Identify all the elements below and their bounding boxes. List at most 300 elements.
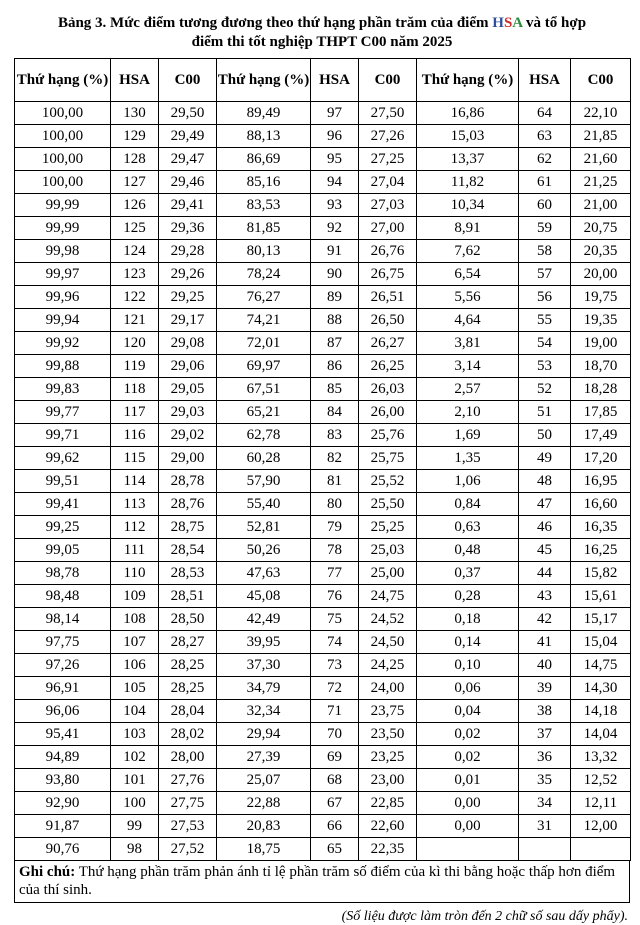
- table-row: [15, 240, 631, 263]
- table-cell: 3,14: [417, 355, 519, 378]
- table-cell: 81: [311, 470, 359, 493]
- table-cell: 93: [311, 194, 359, 217]
- table-cell: 129: [111, 125, 159, 148]
- table-cell: 54: [519, 332, 571, 355]
- table-cell: 92,90: [15, 792, 111, 815]
- table-cell: 85: [311, 378, 359, 401]
- table-cell: 19,75: [571, 286, 631, 309]
- table-cell: 24,75: [359, 585, 417, 608]
- table-row: [15, 700, 631, 723]
- table-cell: 65,21: [217, 401, 311, 424]
- table-cell: 24,52: [359, 608, 417, 631]
- table-cell: 0,00: [417, 815, 519, 838]
- table-cell: 22,85: [359, 792, 417, 815]
- table-cell: 0,06: [417, 677, 519, 700]
- table-cell: 78: [311, 539, 359, 562]
- table-cell: 28,53: [159, 562, 217, 585]
- table-cell: 128: [111, 148, 159, 171]
- table-cell: 99,97: [15, 263, 111, 286]
- table-cell: 19,35: [571, 309, 631, 332]
- table-cell: 34: [519, 792, 571, 815]
- table-cell: 25,00: [359, 562, 417, 585]
- table-cell: 25,52: [359, 470, 417, 493]
- table-cell: 21,00: [571, 194, 631, 217]
- table-cell: 56: [519, 286, 571, 309]
- table-cell: 14,30: [571, 677, 631, 700]
- table-cell: 84: [311, 401, 359, 424]
- table-cell: 101: [111, 769, 159, 792]
- table-row: [15, 769, 631, 792]
- table-cell: 96: [311, 125, 359, 148]
- table-cell: 80,13: [217, 240, 311, 263]
- table-cell: 106: [111, 654, 159, 677]
- table-cell: 5,56: [417, 286, 519, 309]
- table-cell: 83,53: [217, 194, 311, 217]
- column-header: Thứ hạng (%): [217, 59, 311, 102]
- table-cell: 70: [311, 723, 359, 746]
- table-cell: 26,03: [359, 378, 417, 401]
- table-cell: 99: [111, 815, 159, 838]
- table-cell: 37: [519, 723, 571, 746]
- table-row: [15, 539, 631, 562]
- table-cell: [519, 838, 571, 861]
- table-cell: 40: [519, 654, 571, 677]
- table-cell: 29,36: [159, 217, 217, 240]
- table-row: [15, 217, 631, 240]
- table-cell: 0,02: [417, 746, 519, 769]
- table-cell: 120: [111, 332, 159, 355]
- table-cell: 96,91: [15, 677, 111, 700]
- column-header: Thứ hạng (%): [417, 59, 519, 102]
- table-cell: 23,75: [359, 700, 417, 723]
- table-cell: 78,24: [217, 263, 311, 286]
- table-cell: 104: [111, 700, 159, 723]
- table-cell: 14,04: [571, 723, 631, 746]
- table-row: [15, 585, 631, 608]
- table-cell: 27,39: [217, 746, 311, 769]
- table-cell: 65: [311, 838, 359, 861]
- table-cell: 74: [311, 631, 359, 654]
- table-row: [15, 677, 631, 700]
- table-cell: 28,25: [159, 654, 217, 677]
- table-cell: 99,98: [15, 240, 111, 263]
- table-cell: 94: [311, 171, 359, 194]
- table-cell: 79: [311, 516, 359, 539]
- table-cell: 23,00: [359, 769, 417, 792]
- source-note: (Số liệu được làm tròn đến 2 chữ số sau dấy phẩy).: [341, 909, 628, 924]
- table-cell: 105: [111, 677, 159, 700]
- table-cell: 2,57: [417, 378, 519, 401]
- column-header: C00: [571, 59, 631, 102]
- table-cell: 16,95: [571, 470, 631, 493]
- table-cell: 86: [311, 355, 359, 378]
- table-cell: 25,03: [359, 539, 417, 562]
- table-cell: 50: [519, 424, 571, 447]
- table-cell: 10,34: [417, 194, 519, 217]
- table-cell: 0,04: [417, 700, 519, 723]
- table-cell: 85,16: [217, 171, 311, 194]
- table-cell: 71: [311, 700, 359, 723]
- table-cell: 113: [111, 493, 159, 516]
- table-cell: 16,35: [571, 516, 631, 539]
- table-cell: 28,54: [159, 539, 217, 562]
- table-cell: 90: [311, 263, 359, 286]
- title-hsa-s: S: [503, 15, 513, 31]
- table-cell: 15,04: [571, 631, 631, 654]
- table-cell: 14,75: [571, 654, 631, 677]
- table-cell: 42: [519, 608, 571, 631]
- table-cell: 29,28: [159, 240, 217, 263]
- table-cell: 0,00: [417, 792, 519, 815]
- table-cell: 21,85: [571, 125, 631, 148]
- table-row: [15, 608, 631, 631]
- table-cell: 39,95: [217, 631, 311, 654]
- table-cell: 17,49: [571, 424, 631, 447]
- table-cell: 44: [519, 562, 571, 585]
- table-cell: 68: [311, 769, 359, 792]
- table-row: [15, 148, 631, 171]
- column-header: Thứ hạng (%): [15, 59, 111, 102]
- table-cell: 2,10: [417, 401, 519, 424]
- table-cell: 27,75: [159, 792, 217, 815]
- table-cell: 59: [519, 217, 571, 240]
- table-cell: 27,76: [159, 769, 217, 792]
- table-cell: 28,75: [159, 516, 217, 539]
- table-cell: 99,41: [15, 493, 111, 516]
- table-cell: 81,85: [217, 217, 311, 240]
- table-cell: 22,60: [359, 815, 417, 838]
- table-cell: 25,76: [359, 424, 417, 447]
- table-body: [15, 102, 631, 861]
- title-hsa-h: H: [492, 15, 504, 31]
- table-cell: 27,26: [359, 125, 417, 148]
- table-cell: 28,76: [159, 493, 217, 516]
- table-cell: 89,49: [217, 102, 311, 125]
- table-cell: 32,34: [217, 700, 311, 723]
- title-line-1: Bảng 3. Mức điểm tương đương theo thứ hạng phần trăm của điểm HSA và tổ hợp: [57, 15, 587, 31]
- table-cell: 35: [519, 769, 571, 792]
- table-cell: 34,79: [217, 677, 311, 700]
- table-cell: 13,37: [417, 148, 519, 171]
- table-cell: 112: [111, 516, 159, 539]
- table-cell: 100,00: [15, 171, 111, 194]
- table-cell: 4,64: [417, 309, 519, 332]
- table-row: [15, 516, 631, 539]
- table-cell: 12,52: [571, 769, 631, 792]
- table-cell: 99,99: [15, 194, 111, 217]
- table-cell: 48: [519, 470, 571, 493]
- table-cell: 16,86: [417, 102, 519, 125]
- table-cell: 69,97: [217, 355, 311, 378]
- table-cell: 29,50: [159, 102, 217, 125]
- table-cell: 97,75: [15, 631, 111, 654]
- table-cell: 1,69: [417, 424, 519, 447]
- column-header: HSA: [519, 59, 571, 102]
- table-cell: 28,51: [159, 585, 217, 608]
- table-cell: 17,20: [571, 447, 631, 470]
- table-cell: 15,82: [571, 562, 631, 585]
- table-cell: 27,25: [359, 148, 417, 171]
- table-cell: 12,11: [571, 792, 631, 815]
- table-cell: 60: [519, 194, 571, 217]
- table-cell: 63: [519, 125, 571, 148]
- table-cell: 43: [519, 585, 571, 608]
- table-cell: 8,91: [417, 217, 519, 240]
- table-cell: 45: [519, 539, 571, 562]
- table-cell: 99,51: [15, 470, 111, 493]
- table-cell: 110: [111, 562, 159, 585]
- table-cell: 37,30: [217, 654, 311, 677]
- column-header: HSA: [311, 59, 359, 102]
- table-cell: 123: [111, 263, 159, 286]
- table-row: [15, 424, 631, 447]
- table-cell: 22,88: [217, 792, 311, 815]
- column-header: C00: [159, 59, 217, 102]
- table-cell: 0,01: [417, 769, 519, 792]
- table-cell: 99,62: [15, 447, 111, 470]
- table-cell: 74,21: [217, 309, 311, 332]
- table-cell: 62: [519, 148, 571, 171]
- table-cell: 99,96: [15, 286, 111, 309]
- table-cell: 3,81: [417, 332, 519, 355]
- table-cell: 0,10: [417, 654, 519, 677]
- table-cell: 95: [311, 148, 359, 171]
- column-header: C00: [359, 59, 417, 102]
- table-cell: 108: [111, 608, 159, 631]
- table-cell: 96,06: [15, 700, 111, 723]
- table-cell: 87: [311, 332, 359, 355]
- table-cell: 100: [111, 792, 159, 815]
- table-row: [15, 654, 631, 677]
- table-cell: 27,52: [159, 838, 217, 861]
- table-cell: 121: [111, 309, 159, 332]
- table-cell: 27,00: [359, 217, 417, 240]
- table-cell: 6,54: [417, 263, 519, 286]
- column-header: HSA: [111, 59, 159, 102]
- table-cell: 24,00: [359, 677, 417, 700]
- table-cell: 23,25: [359, 746, 417, 769]
- table-cell: 29,00: [159, 447, 217, 470]
- table-cell: 20,83: [217, 815, 311, 838]
- table-cell: 93,80: [15, 769, 111, 792]
- table-cell: 99,25: [15, 516, 111, 539]
- table-cell: 1,06: [417, 470, 519, 493]
- table-cell: 61: [519, 171, 571, 194]
- title-hsa-a: A: [512, 15, 523, 31]
- table-row: [15, 562, 631, 585]
- table-cell: 25,25: [359, 516, 417, 539]
- table-cell: 17,85: [571, 401, 631, 424]
- table-cell: 28,27: [159, 631, 217, 654]
- table-cell: [417, 838, 519, 861]
- table-cell: 29,49: [159, 125, 217, 148]
- table-cell: 20,75: [571, 217, 631, 240]
- table-cell: 100,00: [15, 102, 111, 125]
- table-cell: 72,01: [217, 332, 311, 355]
- table-cell: 99,99: [15, 217, 111, 240]
- table-cell: 29,25: [159, 286, 217, 309]
- table-cell: 1,35: [417, 447, 519, 470]
- table-cell: 28,00: [159, 746, 217, 769]
- table-cell: 67: [311, 792, 359, 815]
- table-cell: 11,82: [417, 171, 519, 194]
- table-cell: 98,48: [15, 585, 111, 608]
- table-row: [15, 125, 631, 148]
- table-cell: 125: [111, 217, 159, 240]
- table-cell: 29,03: [159, 401, 217, 424]
- table-cell: 14,18: [571, 700, 631, 723]
- table-cell: 91,87: [15, 815, 111, 838]
- table-cell: 15,03: [417, 125, 519, 148]
- table-cell: 26,25: [359, 355, 417, 378]
- table-cell: 18,75: [217, 838, 311, 861]
- table-cell: 42,49: [217, 608, 311, 631]
- table-cell: 0,37: [417, 562, 519, 585]
- table-cell: 29,41: [159, 194, 217, 217]
- table-cell: 51: [519, 401, 571, 424]
- table-cell: 31: [519, 815, 571, 838]
- table-cell: 62,78: [217, 424, 311, 447]
- table-cell: 0,28: [417, 585, 519, 608]
- table-cell: 98,14: [15, 608, 111, 631]
- table-cell: 16,60: [571, 493, 631, 516]
- table-cell: 29,02: [159, 424, 217, 447]
- table-cell: 47,63: [217, 562, 311, 585]
- table-cell: 98,78: [15, 562, 111, 585]
- table-row: [15, 470, 631, 493]
- table-cell: 0,14: [417, 631, 519, 654]
- table-cell: 29,17: [159, 309, 217, 332]
- table-cell: 29,47: [159, 148, 217, 171]
- table-cell: 27,04: [359, 171, 417, 194]
- table-cell: 22,35: [359, 838, 417, 861]
- table-cell: 109: [111, 585, 159, 608]
- table-cell: 24,50: [359, 631, 417, 654]
- table-row: [15, 493, 631, 516]
- table-cell: 26,51: [359, 286, 417, 309]
- table-header-row: [15, 59, 631, 102]
- table-cell: 16,25: [571, 539, 631, 562]
- table-cell: 60,28: [217, 447, 311, 470]
- table-row: [15, 838, 631, 861]
- note-box: [14, 861, 630, 903]
- table-cell: 36: [519, 746, 571, 769]
- table-row: [15, 815, 631, 838]
- table-cell: 83: [311, 424, 359, 447]
- table-cell: 92: [311, 217, 359, 240]
- table-cell: 29,08: [159, 332, 217, 355]
- table-row: [15, 263, 631, 286]
- table-row: [15, 355, 631, 378]
- table-cell: 99,92: [15, 332, 111, 355]
- table-cell: 0,18: [417, 608, 519, 631]
- table-row: [15, 447, 631, 470]
- table-cell: 67,51: [217, 378, 311, 401]
- table-cell: 114: [111, 470, 159, 493]
- table-cell: 15,17: [571, 608, 631, 631]
- table-cell: 99,05: [15, 539, 111, 562]
- table-row: [15, 401, 631, 424]
- table-cell: 38: [519, 700, 571, 723]
- table-cell: 49: [519, 447, 571, 470]
- table-cell: 29,05: [159, 378, 217, 401]
- table-cell: 55: [519, 309, 571, 332]
- table-cell: 29,94: [217, 723, 311, 746]
- table-cell: 99,94: [15, 309, 111, 332]
- table-cell: 97: [311, 102, 359, 125]
- table-cell: 80: [311, 493, 359, 516]
- table-cell: 29,06: [159, 355, 217, 378]
- table-cell: 100,00: [15, 125, 111, 148]
- table-cell: 12,00: [571, 815, 631, 838]
- table-cell: 119: [111, 355, 159, 378]
- table-cell: 58: [519, 240, 571, 263]
- table-cell: 0,63: [417, 516, 519, 539]
- table-cell: 52,81: [217, 516, 311, 539]
- table-cell: 89: [311, 286, 359, 309]
- table-cell: 86,69: [217, 148, 311, 171]
- table-cell: 25,50: [359, 493, 417, 516]
- table-cell: 75: [311, 608, 359, 631]
- table-cell: 29,26: [159, 263, 217, 286]
- table-cell: 26,76: [359, 240, 417, 263]
- table-row: [15, 171, 631, 194]
- table-cell: 103: [111, 723, 159, 746]
- table-cell: 26,75: [359, 263, 417, 286]
- table-cell: 26,00: [359, 401, 417, 424]
- table-cell: 94,89: [15, 746, 111, 769]
- table-cell: 29,46: [159, 171, 217, 194]
- table-cell: 55,40: [217, 493, 311, 516]
- table-cell: 82: [311, 447, 359, 470]
- table-cell: 99,83: [15, 378, 111, 401]
- table-cell: 28,04: [159, 700, 217, 723]
- table-cell: [571, 838, 631, 861]
- title-line-2: điểm thi tốt nghiệp THPT C00 năm 2025: [191, 34, 453, 50]
- table-cell: 18,70: [571, 355, 631, 378]
- table-cell: 117: [111, 401, 159, 424]
- table-row: [15, 332, 631, 355]
- table-cell: 88,13: [217, 125, 311, 148]
- table-cell: 47: [519, 493, 571, 516]
- table-row: [15, 723, 631, 746]
- table-cell: 27,03: [359, 194, 417, 217]
- table-cell: 115: [111, 447, 159, 470]
- table-cell: 53: [519, 355, 571, 378]
- table-row: [15, 309, 631, 332]
- table-cell: 57,90: [217, 470, 311, 493]
- table-cell: 19,00: [571, 332, 631, 355]
- table-cell: 76,27: [217, 286, 311, 309]
- table-cell: 124: [111, 240, 159, 263]
- table-cell: 27,53: [159, 815, 217, 838]
- table-cell: 99,88: [15, 355, 111, 378]
- table-cell: 99,71: [15, 424, 111, 447]
- table-cell: 98: [111, 838, 159, 861]
- table-row: [15, 102, 631, 125]
- table-cell: 28,25: [159, 677, 217, 700]
- table-row: [15, 378, 631, 401]
- table-cell: 97,26: [15, 654, 111, 677]
- table-cell: 90,76: [15, 838, 111, 861]
- table-row: [15, 631, 631, 654]
- table-cell: 23,50: [359, 723, 417, 746]
- table-cell: 130: [111, 102, 159, 125]
- table-cell: 13,32: [571, 746, 631, 769]
- table-cell: 122: [111, 286, 159, 309]
- table-cell: 27,50: [359, 102, 417, 125]
- table-cell: 100,00: [15, 148, 111, 171]
